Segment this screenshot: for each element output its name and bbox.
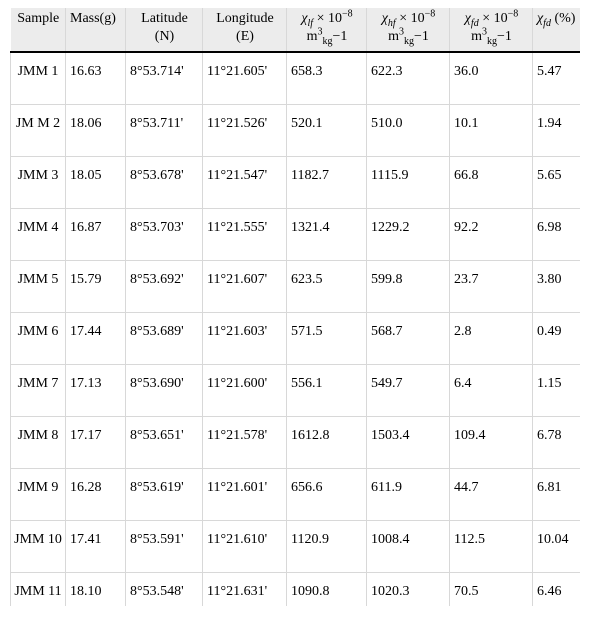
cell-longitude: 11°21.601' <box>203 469 287 521</box>
cell-chi-hf: 599.8 <box>367 261 450 313</box>
cell-latitude: 8°53.689' <box>126 313 203 365</box>
cell-chi-lf: 1090.8 <box>287 573 367 607</box>
cell-mass: 15.79 <box>66 261 126 313</box>
table-row <box>11 573 581 607</box>
table-row <box>11 313 581 365</box>
cell-chi-fd: 109.4 <box>450 417 533 469</box>
cell-chi-lf: 1182.7 <box>287 157 367 209</box>
cell-latitude: 8°53.703' <box>126 209 203 261</box>
cell-sample: JMM 11 <box>11 573 66 607</box>
cell-chi-lf: 556.1 <box>287 365 367 417</box>
table-row <box>11 365 581 417</box>
cell-chi-fd-percent: 6.98 <box>533 209 581 261</box>
cell-longitude: 11°21.631' <box>203 573 287 607</box>
cell-chi-hf: 568.7 <box>367 313 450 365</box>
cell-latitude: 8°53.711' <box>126 105 203 157</box>
cell-chi-fd-percent: 1.94 <box>533 105 581 157</box>
cell-sample: JMM 8 <box>11 417 66 469</box>
cell-mass: 17.17 <box>66 417 126 469</box>
cell-chi-lf: 1321.4 <box>287 209 367 261</box>
cell-chi-lf: 623.5 <box>287 261 367 313</box>
cell-chi-fd-percent: 10.04 <box>533 521 581 573</box>
cell-latitude: 8°53.619' <box>126 469 203 521</box>
cell-sample: JM M 2 <box>11 105 66 157</box>
header-sample: Sample <box>11 8 66 52</box>
header-latitude-label: Latitude <box>141 11 188 26</box>
cell-longitude: 11°21.547' <box>203 157 287 209</box>
cell-chi-hf: 1229.2 <box>367 209 450 261</box>
cell-longitude: 11°21.555' <box>203 209 287 261</box>
cell-chi-fd: 112.5 <box>450 521 533 573</box>
cell-latitude: 8°53.678' <box>126 157 203 209</box>
cell-latitude: 8°53.548' <box>126 573 203 607</box>
cell-longitude: 11°21.603' <box>203 313 287 365</box>
cell-sample: JMM 6 <box>11 313 66 365</box>
cell-chi-fd: 10.1 <box>450 105 533 157</box>
table-row <box>11 469 581 521</box>
table-row <box>11 521 581 573</box>
cell-sample: JMM 4 <box>11 209 66 261</box>
cell-longitude: 11°21.605' <box>203 52 287 105</box>
cell-longitude: 11°21.578' <box>203 417 287 469</box>
cell-chi-lf: 658.3 <box>287 52 367 105</box>
cell-latitude: 8°53.690' <box>126 365 203 417</box>
cell-sample: JMM 1 <box>11 52 66 105</box>
cell-latitude: 8°53.651' <box>126 417 203 469</box>
cell-chi-lf: 1612.8 <box>287 417 367 469</box>
table-container <box>10 8 580 606</box>
cell-longitude: 11°21.607' <box>203 261 287 313</box>
cell-chi-fd-percent: 5.65 <box>533 157 581 209</box>
cell-longitude: 11°21.600' <box>203 365 287 417</box>
cell-latitude: 8°53.692' <box>126 261 203 313</box>
cell-chi-hf: 510.0 <box>367 105 450 157</box>
cell-mass: 18.06 <box>66 105 126 157</box>
cell-chi-hf: 1503.4 <box>367 417 450 469</box>
cell-sample: JMM 9 <box>11 469 66 521</box>
cell-mass: 16.87 <box>66 209 126 261</box>
header-mass: Mass(g) <box>66 8 126 52</box>
cell-chi-fd: 70.5 <box>450 573 533 607</box>
cell-mass: 17.44 <box>66 313 126 365</box>
header-row <box>11 8 581 52</box>
cell-chi-fd: 92.2 <box>450 209 533 261</box>
cell-chi-fd: 66.8 <box>450 157 533 209</box>
cell-chi-hf: 611.9 <box>367 469 450 521</box>
cell-chi-lf: 571.5 <box>287 313 367 365</box>
header-longitude-unit: (E) <box>236 29 254 44</box>
table-body <box>11 52 581 606</box>
cell-chi-lf: 1120.9 <box>287 521 367 573</box>
cell-chi-fd-percent: 1.15 <box>533 365 581 417</box>
cell-chi-fd-percent: 6.46 <box>533 573 581 607</box>
cell-chi-hf: 1115.9 <box>367 157 450 209</box>
header-chi-fd-percent: $\chi_{fd}$ (%) <box>533 8 581 52</box>
cell-chi-hf: 1008.4 <box>367 521 450 573</box>
table-row <box>11 157 581 209</box>
header-longitude-label: Longitude <box>216 11 274 26</box>
header-longitude <box>203 8 287 52</box>
cell-chi-fd-percent: 6.78 <box>533 417 581 469</box>
header-chi-fd: $\chi_{fd} \times 10^{-8}$ $m^3_{kg}-1$ <box>450 8 533 52</box>
cell-sample: JMM 3 <box>11 157 66 209</box>
cell-chi-hf: 1020.3 <box>367 573 450 607</box>
cell-chi-fd-percent: 0.49 <box>533 313 581 365</box>
cell-mass: 16.63 <box>66 52 126 105</box>
cell-mass: 17.13 <box>66 365 126 417</box>
cell-chi-fd: 44.7 <box>450 469 533 521</box>
cell-sample: JMM 5 <box>11 261 66 313</box>
cell-chi-fd: 2.8 <box>450 313 533 365</box>
cell-chi-fd-percent: 5.47 <box>533 52 581 105</box>
cell-chi-fd: 6.4 <box>450 365 533 417</box>
header-latitude <box>126 8 203 52</box>
susceptibility-table <box>10 8 580 606</box>
table-row <box>11 52 581 105</box>
table-row <box>11 417 581 469</box>
cell-mass: 17.41 <box>66 521 126 573</box>
header-chi-hf: $\chi_{hf} \times 10^{-8}$ $m^3_{kg}-1$ <box>367 8 450 52</box>
table-row <box>11 105 581 157</box>
cell-mass: 18.10 <box>66 573 126 607</box>
cell-chi-lf: 656.6 <box>287 469 367 521</box>
cell-chi-fd: 36.0 <box>450 52 533 105</box>
cell-sample: JMM 10 <box>11 521 66 573</box>
cell-mass: 16.28 <box>66 469 126 521</box>
table-header <box>11 8 581 52</box>
cell-chi-hf: 549.7 <box>367 365 450 417</box>
cell-chi-fd-percent: 3.80 <box>533 261 581 313</box>
cell-sample: JMM 7 <box>11 365 66 417</box>
cell-mass: 18.05 <box>66 157 126 209</box>
cell-longitude: 11°21.610' <box>203 521 287 573</box>
cell-longitude: 11°21.526' <box>203 105 287 157</box>
table-row <box>11 261 581 313</box>
cell-chi-hf: 622.3 <box>367 52 450 105</box>
cell-chi-fd-percent: 6.81 <box>533 469 581 521</box>
cell-latitude: 8°53.591' <box>126 521 203 573</box>
table-row <box>11 209 581 261</box>
header-chi-lf: $\chi_{lf} \times 10^{-8}$ $m^3_{kg}-1$ <box>287 8 367 52</box>
cell-latitude: 8°53.714' <box>126 52 203 105</box>
cell-chi-lf: 520.1 <box>287 105 367 157</box>
cell-chi-fd: 23.7 <box>450 261 533 313</box>
header-latitude-unit: (N) <box>154 29 175 44</box>
